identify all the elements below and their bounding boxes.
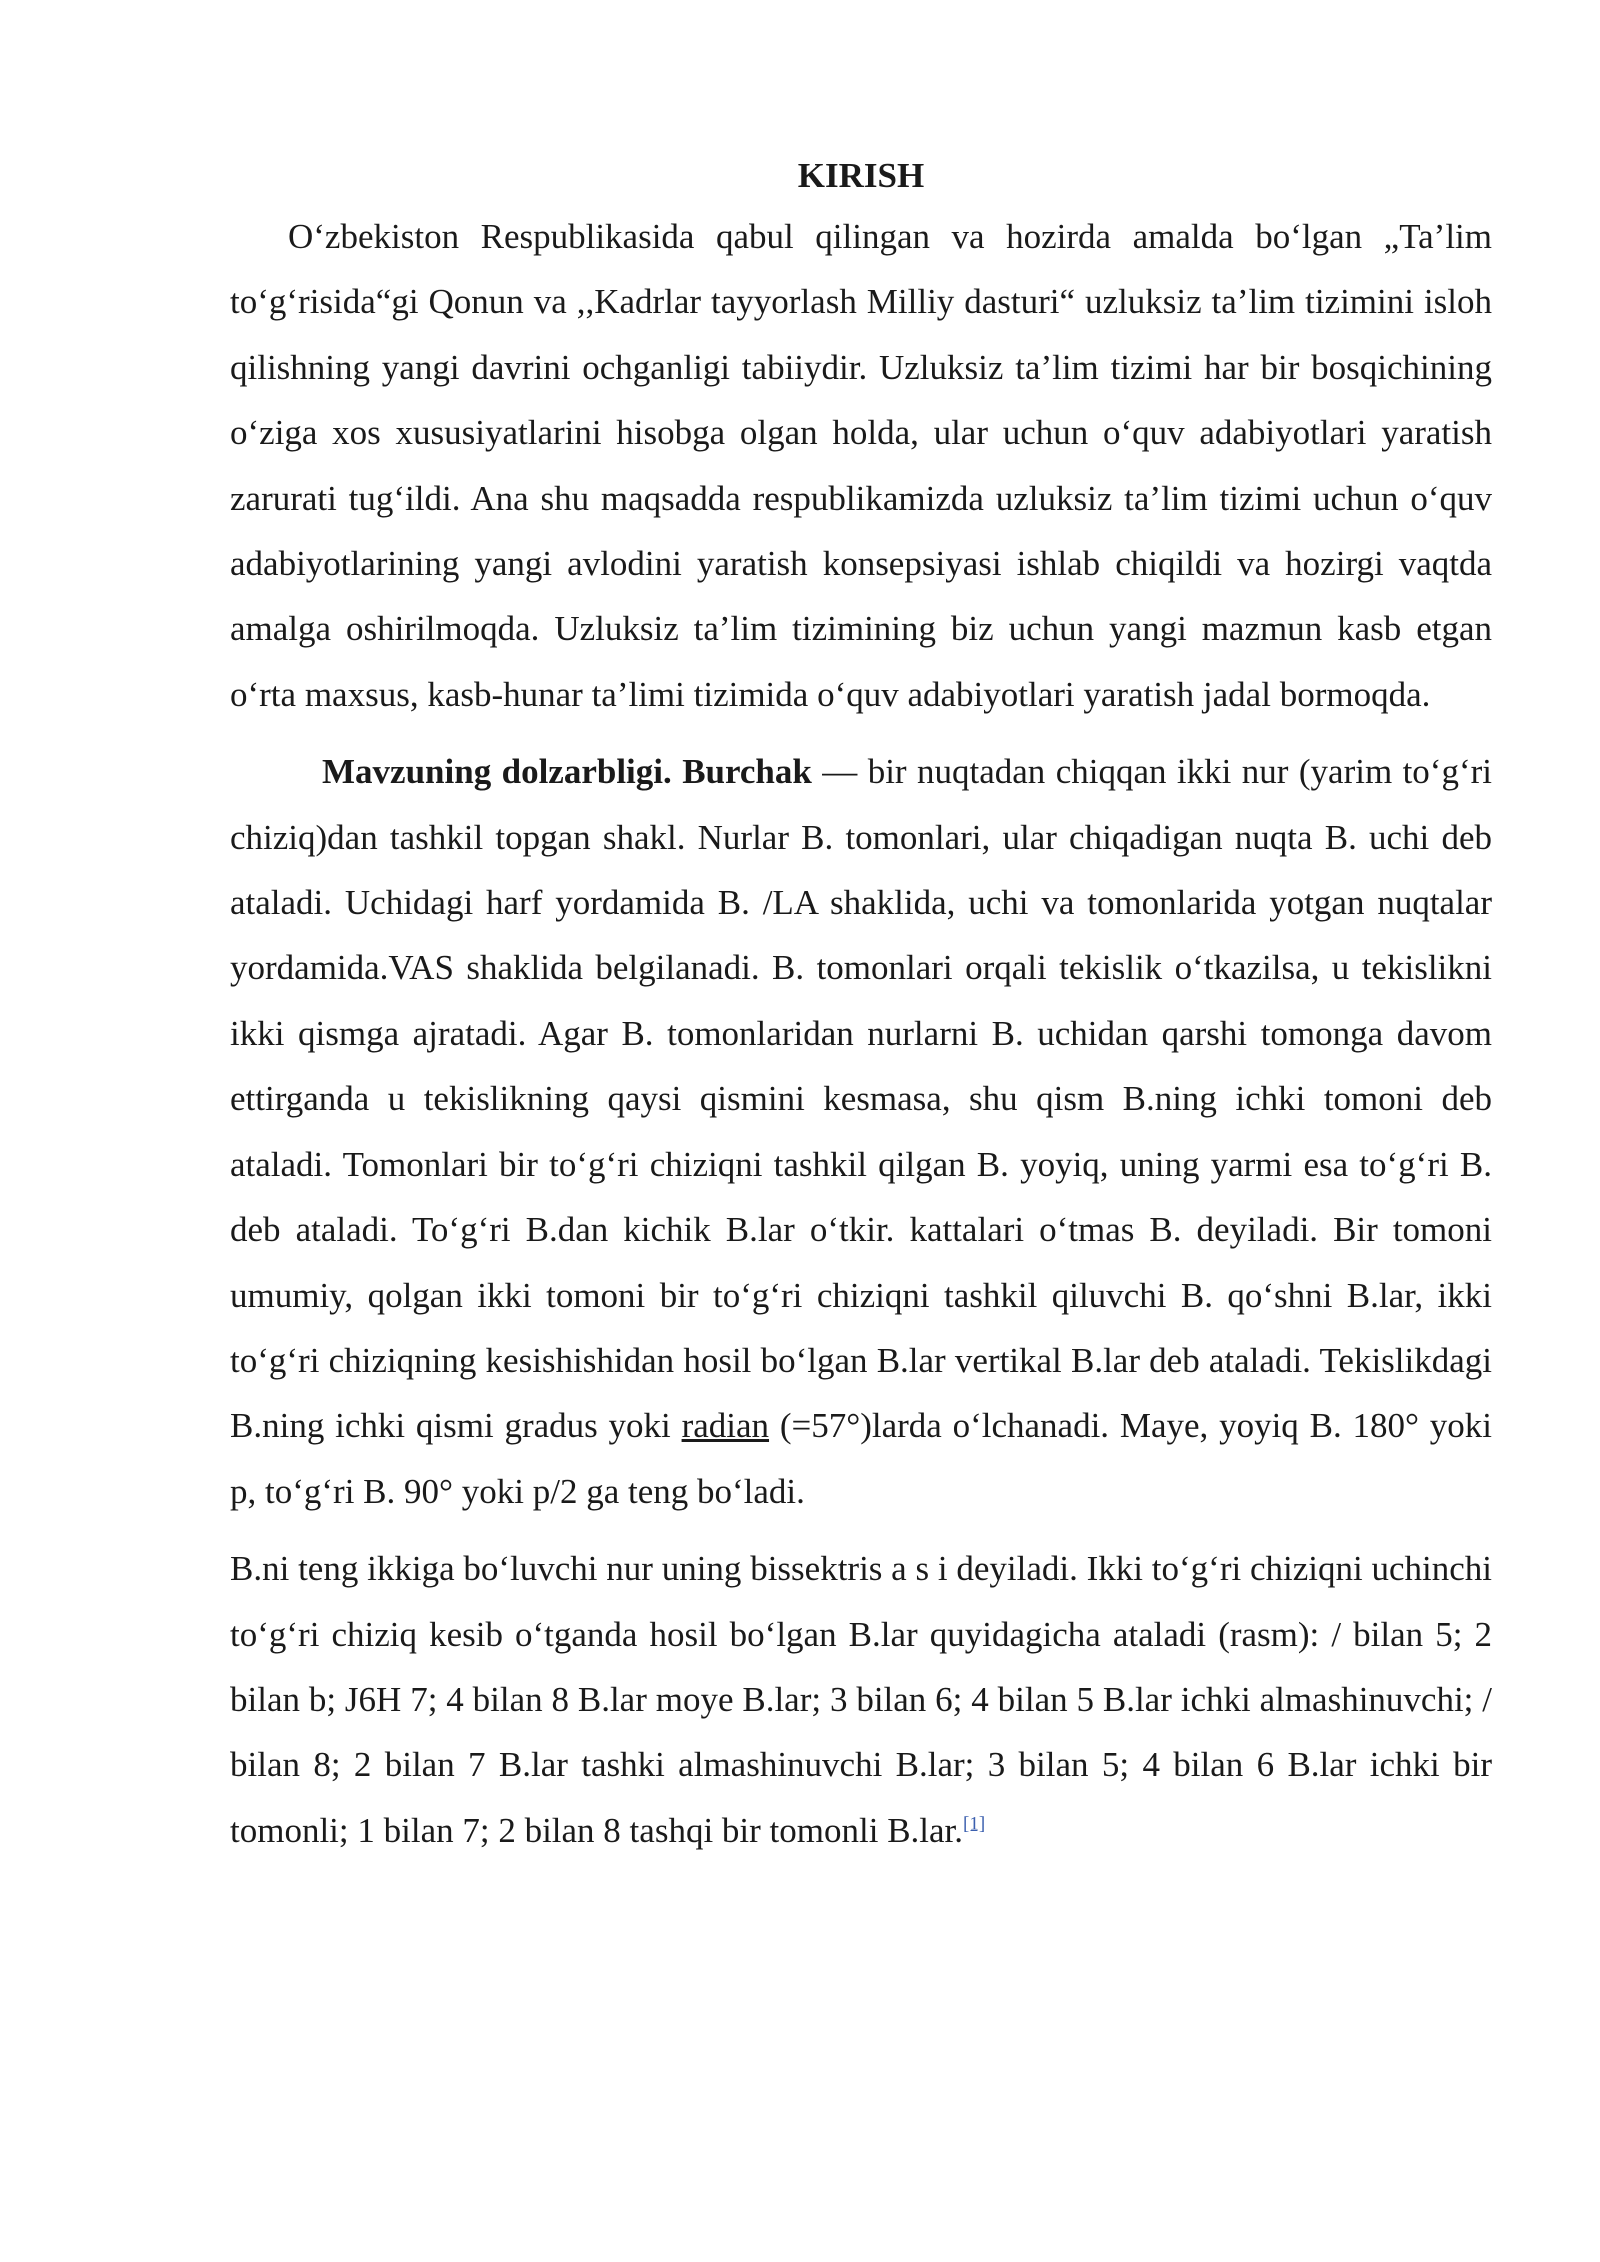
radian-link[interactable]: radian: [681, 1406, 770, 1446]
footnote-reference-link[interactable]: [1]: [963, 1813, 986, 1835]
bisector-paragraph: [230, 1536, 1492, 1863]
document-page: [230, 148, 1492, 1863]
relevance-heading: Mavzuning dolzarbligi.: [322, 752, 672, 792]
relevance-paragraph: [230, 739, 1492, 1524]
relevance-text: — bir nuqtadan chiqqan ikki nur (yarim to‘g‘ri chiziq)dan tashkil topgan shakl. Nurlar B. tomonlari, ular chiqadigan nuqta B. uchi deb ataladi. Uchidagi harf yordamida B. /LA shaklida, uchi va tomonlarida yotgan nuqtalar yordamida.VAS shaklida belgilanadi. B. tomonlari orqali tekislik o‘tkazilsa, u tekislikni ikki qismga ajratadi. Agar B. tomonlaridan nurlarni B. uchidan qarshi tomonga davom ettirganda u tekislikning qaysi qismini kesmasa, shu qism B.ning ichki tomoni deb ataladi. Tomonlari bir to‘g‘ri chiziqni tashkil qilgan B. yoyiq, uning yarmi esa to‘g‘ri B. deb ataladi. To‘g‘ri B.dan kichik B.lar o‘tkir. kattalari o‘tmas B. deyiladi. Bir tomoni umumiy, qolgan ikki tomoni bir to‘g‘ri chiziqni tashkil qiluvchi B. qo‘shni B.lar, ikki to‘g‘ri chiziqning kesishishidan hosil bo‘lgan B.lar vertikal B.lar deb ataladi. Tekislikdagi B.ning ichki qismi gradus yoki: [230, 752, 1493, 1446]
document-title: KIRISH: [797, 156, 925, 195]
relevance-text-continued: (=57°)larda o‘lchanadi. Maye, yoyiq B. 180° yoki p, to‘g‘ri B. 90° yoki p/2 ga teng bo‘ladi.: [230, 1406, 1492, 1511]
term-burchak: Burchak: [682, 752, 812, 792]
bisector-text: B.ni teng ikkiga bo‘luvchi nur uning bissektris a s i deyiladi. Ikki to‘g‘ri chiziqni uchinchi to‘g‘ri chiziq kesib o‘tganda hosil bo‘lgan B.lar quyidagicha ataladi (rasm): / bilan 5; 2 bilan b; J6H 7; 4 bilan 8 B.lar moye B.lar; 3 bilan 6; 4 bilan 5 B.lar ichki almashinuvchi; / bilan 8; 2 bilan 7 B.lar tashki almashinuvchi B.lar; 3 bilan 5; 4 bilan 6 B.lar ichki bir tomonli; 1 bilan 7; 2 bilan 8 tashqi bir tomonli B.lar.: [230, 1549, 1492, 1850]
intro-paragraph: O‘zbekiston Respublikasida qabul qilingan va hozirda amalda bo‘lgan „Ta’lim to‘g‘risida“gi Qonun va ,,Kadrlar tayyorlash Milliy dasturi“ uzluksiz ta’lim tizimini isloh qilishning yangi davrini ochganligi tabiiydir. Uzluksiz ta’lim tizimi har bir bosqichining o‘ziga xos xususiyatlarini hisobga olgan holda, ular uchun o‘quv adabiyotlari yaratish zarurati tug‘ildi. Ana shu maqsadda respublikamizda uzluksiz ta’lim tizimi uchun o‘quv adabiyotlarining yangi avlodini yaratish konsepsiyasi ishlab chiqildi va hozirgi vaqtda amalga oshirilmoqda. Uzluksiz ta’lim tizimining biz uchun yangi mazmun kasb etgan o‘rta maxsus, kasb-hunar ta’limi tizimida o‘quv adabiyotlari yaratish jadal bormoqda.: [230, 217, 1492, 714]
